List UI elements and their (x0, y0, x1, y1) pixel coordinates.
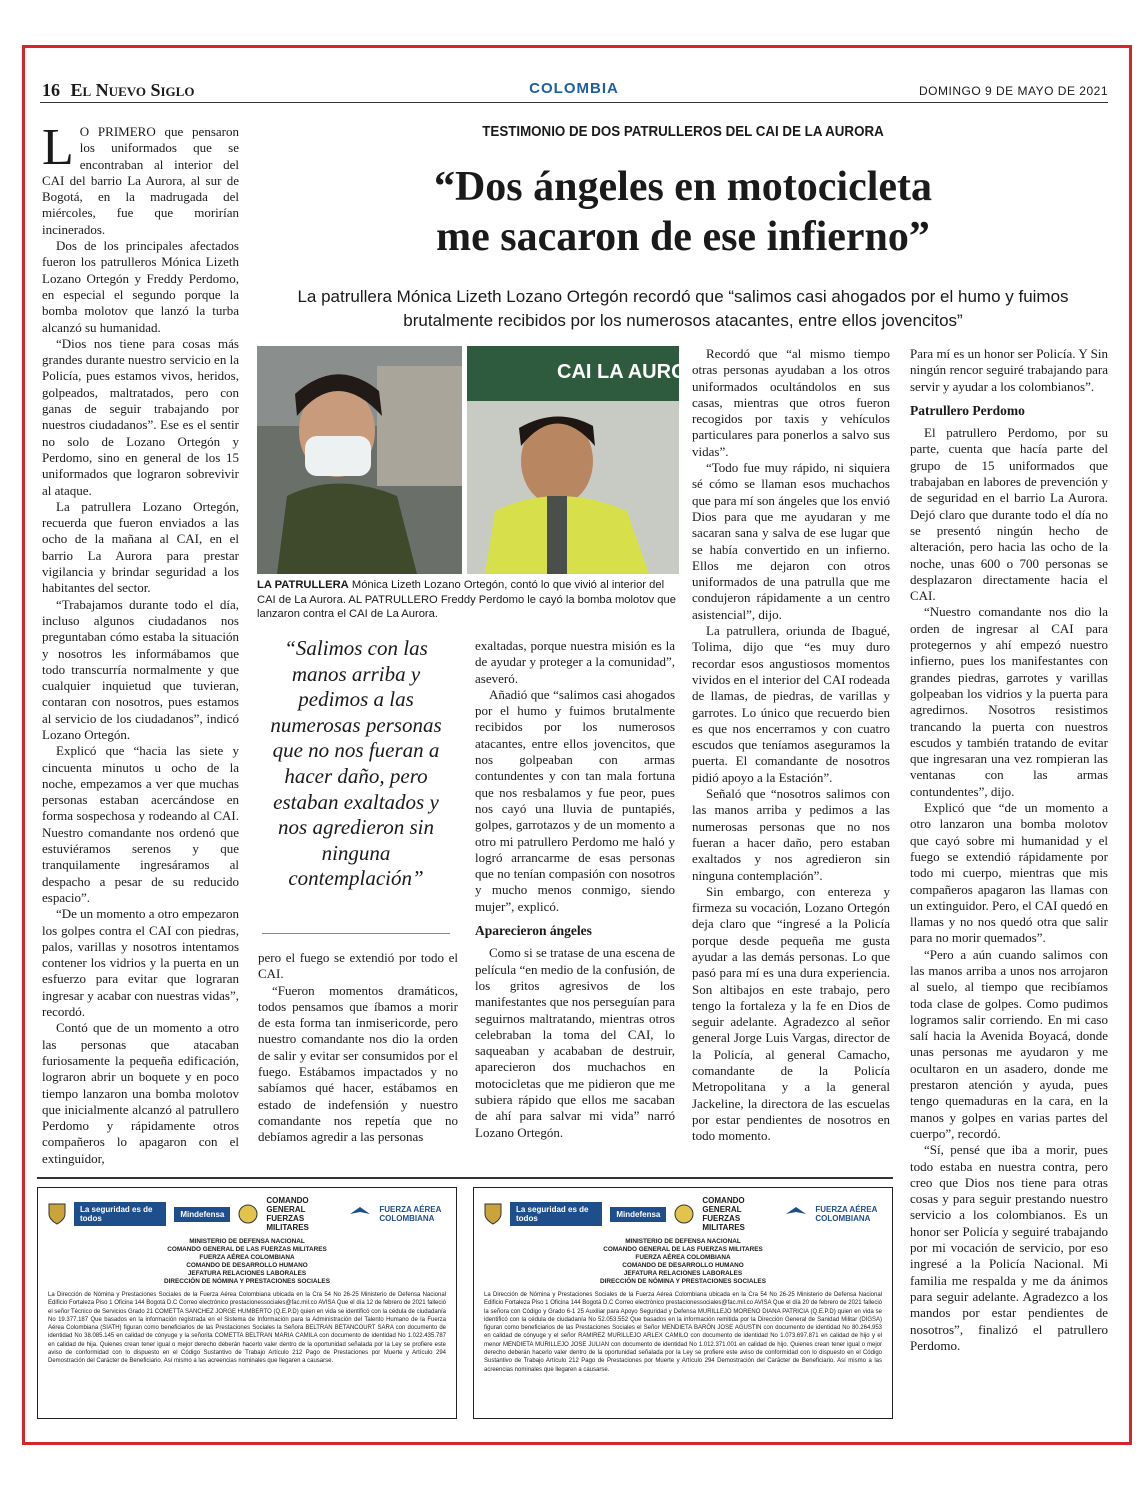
paragraph: “Fueron momentos dramáticos, todos pensamos que íbamos a morir de esta forma tan inmisericorde, pero nuestro comandante nos dio la orden de salir y evitar ser consumidos por el fuego. Estábamos impactados y no sabíamos qué hacer, estábamos en estado de indefensión y nuestro comandante nos repetía que no debíamos agredir a las personas (258, 982, 458, 1145)
ad-header (48, 1238, 446, 1286)
paragraph: Añadió que “salimos casi ahogados por el humo y fuimos brutalmente recibidos por los numerosos atacantes, entre ellos jovencitos, que nos golpeaban con armas contundentes y con tan mala fortuna que nos resbalamos y fue peor, pues nos cayó una lluvia de puntapiés, golpes, garrotazos y de un momento a otro mi patrullero Perdomo me haló y logró arrancarme de esas personas que no tenían compasión con nosotros y mucho menos conmigo, siendo mujer”, explicó. (475, 686, 675, 914)
ad-header-line: FUERZA AÉREA COLOMBIANA (635, 1254, 731, 1261)
ad-logos (48, 1196, 446, 1232)
ad-header-line: COMANDO DE DESARROLLO HUMANO (622, 1262, 744, 1269)
ad-header-line: MINISTERIO DE DEFENSA NACIONAL (189, 1238, 305, 1245)
ad-header-line: DIRECCIÓN DE NÓMINA Y PRESTACIONES SOCIALES (600, 1278, 766, 1285)
pull-quote-rule (262, 933, 450, 934)
paragraph: “Nuestro comandante nos dio la orden de ingresar al CAI para protegernos y ahí empezó nuestro infierno, pues los manifestantes con grandes piedras, garrotes y varillas golpeaban los vidrios y la puerta para agredirnos. Nosotros resistimos trancando la puerta con nuestros escudos y también tratando de evitar que ingresaran una vez rompieran las ventanas con las armas contundentes”, dijo. (910, 604, 1108, 799)
photo-sign-text: CAI LA AURORA (557, 361, 716, 383)
paragraph: Contó que de un momento a otro las personas que atacaban furiosamente la pequeña edificación, lograron abrir un boquete y en poco tiempo lanzaron una bomba molotov que inicialmente alcanzó al patrullero Perdomo y rápidamente otros compañeros lo apagaron con el extinguidor, (42, 1020, 239, 1166)
ad-header-line: DIRECCIÓN DE NÓMINA Y PRESTACIONES SOCIALES (164, 1278, 330, 1285)
ad-body: La Dirección de Nómina y Prestaciones Sociales de la Fuerza Aérea Colombiana ubicada en la Cra 54 No 26-25 Ministerio de Defensa Nacional Edificio Fortaleza Piso 1 Oficina 144 Bogotá D.C Correo electrónico prestacionessociales@fac.mil.co AVISA Que el día 20 de febrero de 2021 falleció la señora con Código y Grado 6-1 25 Auxiliar para Apoyo Seguridad y Defensa MURILLEJO MORENO DIANA PATRICIA (Q.E.P.D) quien en vida se identificó con la cédula de ciudadanía No 52.053.552 Que basados en la información remitida por la Dirección General de Sanidad Militar (DIGSA) figuran como beneficiarios de las Prestaciones Sociales el Señor MENDIETA BARÓN JOSE AGUSTIN con documento de identidad No 80.264.953 en calidad de cónyuge y el señor RAMIREZ MURILLEJO ARLEX CAMILO con documento de identidad No 1.073.697.871 en calidad de hijo y el menor MENDIETA MURILLEJO JOSE JULIAN con documento de identidad No 1.012.371.001 en calidad de hijo. Quienes crean tener igual o mejor derecho deberán hacerlo valer dentro de la oportunidad señalada por la Ley se profiere este aviso de conformidad con lo dispuesto en el Código Sustantivo de Trabajo Artículo 212 Pago de Prestaciones por Muerte y Artículo 294 Demostración del Carácter de Beneficiario. Así mismo a las acreencias nominales que llegaren a causarse. (484, 1292, 882, 1373)
colombia-shield-icon (484, 1203, 502, 1225)
paragraph: La patrullera Lozano Ortegón, recuerda que fueron enviados a las ocho de la mañana al CAI, en el barrio La Aurora para prestar vigilancia y brindar seguridad a los habitantes del sector. (42, 498, 239, 596)
deck: La patrullera Mónica Lizeth Lozano Ortegón recordó que “salimos casi ahogados por el humo y fuimos brutalmente recibidos por los numerosos atacantes, entre ellos jovencitos” (297, 287, 1069, 330)
paragraph: “De un momento a otro empezaron los golpes contra el CAI con piedras, palos, varillas y nosotros intentamos contener los vidrios y la puerta en un esfuerzo para evitar que lograran ingresar y acabar con nuestras vidas”, recordó. (42, 906, 240, 1020)
paragraph: “Sí, pensé que iba a morir, pues todo estaba en nuestra contra, pero creo que Dios nos tiene para otras cosas y para seguir prestando nuestro servicio a los colombianos. Es un honor ser Policía y seguiré trabajando por mi vocación de servicio, por eso ingresé a la Policía Nacional. Mi familia me respalda y me da ánimos para seguir adelante. Agradezco a los mandos por estar pendientes de nosotros”, finalizó el patrullero Perdomo. (910, 1142, 1108, 1353)
paragraph: Para mí es un honor ser Policía. Y Sin ningún rencor seguiré trabajando para servir y ayudar a los colombianos”. (910, 346, 1108, 394)
column-2 (258, 950, 458, 1165)
subhead-perdomo: Patrullero Perdomo (910, 402, 1025, 418)
air-force-emblem-icon (349, 1203, 371, 1225)
paragraph: Recordó que “al mismo tiempo otras personas ayudaban a los otros uniformados ocultándolos en sus casas, mientras que otros fueron recogidos por taxis y vehículos particulares para ponerlos a salvo sus vidas”. (692, 346, 890, 459)
colombia-shield-icon (48, 1203, 66, 1225)
paragraph: El patrullero Perdomo, por su parte, cuenta que hacía parte del grupo de 15 uniformados que trabajaban en labores de prevención y de seguridad en el barrio La Aurora. Dejó claro que durante todo el día no se presentó ningún hecho de alteración, pero hacia las ocho de la noche, unas 600 o 700 personas se desplazaron directamente hacia el CAI. (910, 425, 1108, 604)
ad-header-line: COMANDO GENERAL DE LAS FUERZAS MILITARES (603, 1246, 763, 1253)
issue-date: DOMINGO 9 DE MAYO DE 2021 (919, 84, 1108, 98)
drop-cap: L (42, 119, 74, 176)
paragraph: Dos de los principales afectados fueron los patrulleros Mónica Lizeth Lozano Ortegón y Freddy Perdomo, en especial el segundo porque la bomba molotov que lanzó la turba alcanzó su humanidad. (42, 238, 239, 335)
paragraph: Como si se tratase de una escena de película “en medio de la confusión, de los gritos agresivos de los manifestantes que nos perseguían para seguirnos maltratando, mientras otros celebraban la toma del CAI, lo saqueaban y acababan de destruir, aparecieron dos muchachos en motocicletas que me pidieron que me subiera rápido que ellos me sacaban de ahí para salvar mi vida” narró Lozano Ortegón. (475, 945, 675, 1140)
ad-logo-fac: FUERZA AÉREA COLOMBIANA (815, 1205, 878, 1223)
air-force-emblem-icon (785, 1203, 807, 1225)
headline-line-2: me sacaron de ese infierno” (436, 214, 930, 261)
ads-rule (37, 1177, 893, 1179)
paragraph: Señaló que “nosotros salimos con las manos arriba y pedimos a las numerosas personas que no nos fueran a hacer daño, pero estaban exaltados y nos agredieron sin ninguna contemplación”. (692, 786, 890, 883)
paragraph: O PRIMERO que pensaron los uniformados que se encontraban al interior del CAI del barrio La Aurora, al sur de Bogotá, en la madrugada del miércoles, fue que morirían incinerados. (42, 124, 239, 237)
ad-header-line: COMANDO DE DESARROLLO HUMANO (186, 1262, 308, 1269)
column-3 (475, 638, 675, 1165)
ad-logos (484, 1196, 882, 1232)
paragraph: “Pero a aún cuando salimos con las manos arriba a unos nos arrojaron al suelo, al tiempo que recibíamos toda clase de golpes. Como pudimos logramos salir corriendo. En mi caso salí hacia la Avenida Boyacá, donde unas personas me ayudaron y me ocultaron en un asadero, donde me prestaron atención y ayuda, pues tengo quemaduras en la cara, en la manos y golpes en varias partes del cuerpo”, recordó. (910, 946, 1108, 1141)
headline-line-1: “Dos ángeles en motocicleta (433, 164, 933, 210)
column-4 (692, 346, 890, 1165)
paragraph: “Trabajamos durante todo el día, incluso algunos ciudadanos nos preguntaban cómo estaba la situación y nosotros les informábamos que todo transcurría normalmente y que cualquier inquietud que tuvieran, contaran con nosotros, pues estamos al servicio de los ciudadanos”, indicó Lozano Ortegón. (42, 596, 239, 742)
page-number: 16 (42, 80, 60, 100)
photo-illustration (257, 346, 716, 574)
paragraph: “Todo fue muy rápido, ni siquiera sé cómo se llaman esos muchachos que para mí son ángeles que los envió Dios para que me ayudaran y me sacaran sana y salva de ese lugar que se había convertido en un infierno. Ellos me dejaron con otros uniformados de una patrulla que me condujeron rápidamente a un centro asistencial”, dijo. (692, 460, 890, 622)
paragraph: Explicó que “de un momento a otro lanzaron una bomba molotov que cayó sobre mi humanidad y el fuego se extendió rápidamente por todo mi cuerpo, mientras que mis compañeros apagaron las llamas con un extinguidor. Pero, el CAI quedó en llamas y no nos quedó otra que salir para no morir quemados”. (910, 800, 1108, 946)
ad-logo-seguridad: La seguridad es de todos (510, 1202, 602, 1226)
ad-body: La Dirección de Nómina y Prestaciones Sociales de la Fuerza Aérea Colombiana ubicada en la Cra 54 No 26-25 Ministerio de Defensa Nacional Edificio Fortaleza Piso 1 Oficina 144 Bogotá D.C Correo electrónico prestacionessociales@fac.mil.co AVISA Que el día 12 de febrero de 2021 falleció el señor Técnico de Servicios Grado 21 COMETTA SANCHEZ JORGE HUMBERTO (Q.E.P.D) quien en vida se identificó con la cédula de ciudadanía No 19.377.187 Que basados en la información registrada en el Sistema de Información para la Administración del Talento Humano de la Fuerza Aérea Colombiana (SIATH) figuran como beneficiarios de las Prestaciones Sociales la Señora BELTRAN BETANCOURT SARA con documento de identidad No 38.085.145 en calidad de cónyuge y la señorita COMETTA BELTRAN MARIA CAMILA con documento de identidad No 1.022.435.787 en calidad de hija. Quienes crean tener igual o mejor derecho deberán hacerlo valer dentro de la oportunidad señalada por la Ley se profiere este aviso de conformidad con lo dispuesto en el Código Sustantivo de Trabajo Artículo 212 Pago de Prestaciones por Muerte y Artículo 294 Demostración del Carácter de Beneficiario. Así mismo a las acreencias nominales que llegaren a causarse. (48, 1292, 446, 1365)
ad-header-line: JEFATURA RELACIONES LABORALES (187, 1270, 307, 1277)
column-1 (42, 119, 240, 1166)
caption-text: Mónica Lizeth Lozano Ortegón, contó lo que vivió al interior del CAI de La Aurora. AL PATRULLERO Freddy Perdomo le cayó la bomba molotov que lanzaron contra el CAI de La Aurora. (257, 579, 676, 620)
header-rule (40, 102, 1108, 103)
ad-header-line: MINISTERIO DE DEFENSA NACIONAL (625, 1238, 741, 1245)
legal-notice-1 (37, 1187, 457, 1419)
ad-header (484, 1238, 882, 1286)
paragraph: “Dios nos tiene para cosas más grandes durante nuestro servicio en la Policía, pues estamos vivos, heridos, golpeados, maltratados, pero con ganas de seguir trabajando por nuestros ciudadanos”. Ese es el sentir no solo de Lozano Ortegón y Perdomo, sino en general de los 15 uniformados que lograron sobrevivir al ataque. (42, 335, 239, 498)
ad-logo-seguridad: La seguridad es de todos (74, 1202, 166, 1226)
ad-logo-mindefensa: Mindefensa (610, 1207, 666, 1222)
military-emblem-icon (674, 1202, 694, 1226)
pull-quote: “Salimos con las manos arriba y pedimos a las numerosas personas que no nos fueran a hacer daño, pero estaban exaltados y nos agredieron sin ninguna contemplación” (270, 636, 442, 891)
paragraph: Explicó que “hacia las siete y cincuenta minutos u ocho de la noche, empezamos a ver que muchas personas estaban acercándose en forma sospechosa y rodeando al CAI. Nuestro comandante nos ordenó que estuviéramos serenos y que tranquilamente ingresáramos al despacho a pesar de su reducido espacio”. (42, 743, 239, 905)
kicker: TESTIMONIO DE DOS PATRULLEROS DEL CAI DE LA AURORA (482, 124, 884, 140)
ad-header-line: JEFATURA RELACIONES LABORALES (623, 1270, 743, 1277)
ad-header-line: FUERZA AÉREA COLOMBIANA (199, 1254, 295, 1261)
paragraph: exaltadas, porque nuestra misión es la de ayudar y proteger a la comunidad”, aseveró. (475, 638, 675, 686)
military-emblem-icon (238, 1202, 258, 1226)
ad-logo-comando: COMANDO GENERAL FUERZAS MILITARES (702, 1196, 745, 1232)
caption-lead: LA PATRULLERA (257, 579, 349, 591)
photo-caption (257, 578, 679, 622)
legal-notice-2 (473, 1187, 893, 1419)
paper-name: El Nuevo Siglo (70, 80, 195, 100)
ad-header-line: COMANDO GENERAL DE LAS FUERZAS MILITARES (167, 1246, 327, 1253)
paragraph: La patrullera, oriunda de Ibagué, Tolima, dijo que “es muy duro recordar esos angustiosos momentos vividos en el interior del CAI rodeada de llamas, de piedras, de varillas y garrotes. Lo único que recuerdo bien es que nos encerramos y con cuatro escudos que teníamos aseguramos la puerta. El comandante de nosotros pidió apoyo a la Estación”. (692, 623, 890, 785)
subhead-aparecieron: Aparecieron ángeles (475, 923, 592, 939)
paragraph: pero el fuego se extendió por todo el CAI. (258, 950, 458, 982)
headline (258, 162, 1108, 263)
paragraph: Sin embargo, con entereza y firmeza su vocación, Lozano Ortegón deja claro que “ingresé a la Policía porque desde pequeña me gusta ayudar a las demás personas. Lo que pasó para mí es una dura experiencia. Son altibajos en este trabajo, pero tengo la fortaleza y la fe en Dios de seguir adelante. Agradezco al señor general Jorge Luis Vargas, director de la Policía, al general Camacho, comandante de la Policía Metropolitana y a la general Jackeline, la directora de las escuelas por estar pendientes de nosotros en todo momento. (692, 883, 890, 1144)
ad-logo-fac: FUERZA AÉREA COLOMBIANA (379, 1205, 442, 1223)
article-photo (257, 346, 716, 574)
ad-logo-comando: COMANDO GENERAL FUERZAS MILITARES (266, 1196, 309, 1232)
column-5 (910, 346, 1108, 1416)
section-name: COLOMBIA (529, 80, 619, 97)
ad-logo-mindefensa: Mindefensa (174, 1207, 230, 1222)
